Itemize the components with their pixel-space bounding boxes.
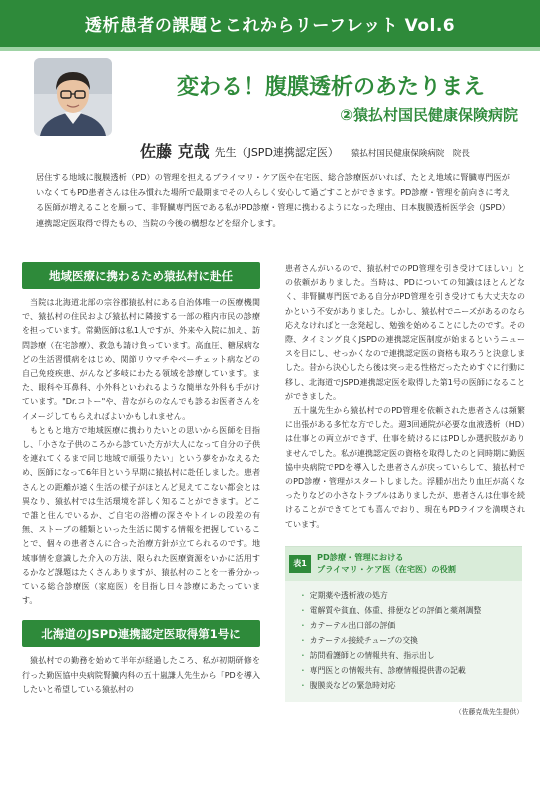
list-item: ・ 腹膜炎などの緊急時対応 [299, 681, 396, 691]
intro-paragraph: 居住する地域に腹膜透析（PD）の管理を担えるプライマリ・ケア医や在宅医、総合診療医がいれば、たとえ地域に腎臓専門医がいなくてもPD患者さんは住み慣れた場所で最期までその人らしく安心して過ごすことができます。PD診療・管理を前向きに考える医師が増えることを願って、非腎臓専門医である私がPD診療・管理に携わるようになった理由、日本腹膜透析医学会（JSPD）連携認定医取得で得たもの、当院の今後の構想などを紹介します。 [36, 172, 510, 228]
section1-paragraph-1: 当院は北海道北部の宗谷郡猿払村にある自治体唯一の医療機関で、猿払村の住民および猿払村に隣接する一部の稚内市民の診療を担っています。常勤医師は私1人ですが、外来や入院に加え、訪問診療（在宅診療）、救急も請け負っています。高血圧、糖尿病などの生活習慣病をはじめ、関節リウマチやベーチェット病などの自己免疫疾患、がんなど多岐にわたる領域を診療しています。また、眼科や耳鼻科、小外科といわれるような簡単な外科も手がけています。"Dr.コトー"や、昔ながらのなんでも診るお医者さんをイメージしてもらえればよいかもしれません。 [22, 298, 260, 421]
list-item: ・ 電解質や貧血、体重、排便などの評価と薬剤調整 [299, 605, 482, 615]
list-item: ・ 専門医との情報共有、診療情報提供書の記載 [299, 666, 466, 676]
list-item: ・ 訪問看護師との情報共有、指示出し [299, 651, 435, 661]
article-subhead: ②猿払村国民健康保険病院 [340, 106, 518, 124]
section-heading-2: 北海道のJSPD連携認定医取得第1号に [22, 620, 260, 647]
author-affiliation: 猿払村国民健康保険病院 院長 [350, 149, 470, 159]
author-photo [34, 58, 112, 136]
table-1-list [285, 581, 522, 702]
table-1-title-line-1: PD診療・管理における [317, 551, 404, 562]
list-item: ・ カテーテル出口部の評価 [299, 621, 396, 631]
author-byline [140, 139, 536, 162]
right-paragraph-1: 患者さんがいるので、猿払村でのPD管理を引き受けてほしい」との依頼がありました。当時は、PDについての知識はほとんどなく、非腎臓専門医である自分がPD管理を引き受けても大丈夫なのかという不安がありました。しかし、猿払村でニーズがあるのなら応えなければと一念発起し、勉強を始めることにしたのです。その際、タイミング良くJSPDの連携認定医制度が始まるというニュースを目にし、せっかくなので連携認定医の資格も取ろうと決意しました。昔から決心したら後は突っ走る性格だったためすぐに行動に移し、北海道でJSPD連携認定医を取得した第1号の医師になることができました。 [285, 264, 525, 401]
list-item: ・ 定期薬や透析液の処方 [299, 590, 388, 600]
list-item: ・ カテーテル接続チューブの交換 [299, 636, 418, 646]
table-1-header [285, 547, 522, 581]
table-1-badge: 表1 [289, 555, 311, 573]
table-1-title-line-2: プライマリ・ケア医（在宅医）の役割 [317, 563, 456, 574]
leaflet-title: 透析患者の課題とこれからリーフレット Vol.6 [84, 16, 456, 36]
article-headline: 変わる！腹膜透析のあたりまえ [176, 75, 485, 100]
table-1 [285, 546, 522, 702]
left-column [22, 262, 260, 697]
right-column [285, 262, 525, 716]
author-role: 先生（JSPD連携認定医） [214, 146, 339, 159]
section2-paragraph-1: 猿払村での勤務を始めて半年が経過したころ、私が初期研修を行った勤医協中央病院腎臓内科の五十嵐謙人先生から「PDを導入したいと希望している猿払村の [22, 656, 260, 694]
right-paragraph-2: 五十嵐先生から猿払村でのPD管理を依頼された患者さんは頻繁に出張がある多忙な方でした。週3回通院が必要な血液透析（HD）は仕事との両立ができず、仕事を続けるにはPDしか選択肢がありませんでした。私が連携認定医の資格を取得したのと同時期に勤医協中央病院でPDを導入した患者さんが戻っていらして、猿払村でのPD診療・管理がスタートしました。浮腫が出たり血圧が高くなったりなどの小さなトラブルはありましたが、患者さんは仕事を続けることができてとても喜んでおり、現在もPDライフを満喫されています。 [285, 406, 525, 529]
section1-paragraph-2: もともと地方で地域医療に携わりたいとの思いから医師を目指し、「小さな子供のころから診ていた方が大人になって自分の子供を連れてくるまで同じ地域で頑張りたい」という夢をかなえるため、医師になって6年目という早期に猿払村に赴任しました。患者さんとの距離が遠く生活の様子がほとんど見えてこない都会とは異なり、猿払村では生活環境を詳しく知ることができます。どこで誰と住んでいるか、ご自宅の浴槽の深さやトイレの段差の有無、ストーブの種類といった生活に関する情報を把握していることで、個々の患者さんに合った治療方針が立てられるのです。地域事情を意識した介入の方法、限られた医療資源をいかに活用するかなど課題はたくさんありますが、猿払村のことを一番分かっている総合診療医（家庭医）を目指し日々診療にあたっています。 [22, 425, 260, 606]
table-1-source-note: （佐藤克哉先生提供） [455, 707, 523, 716]
table-1-title [317, 551, 456, 575]
section-heading-1: 地域医療に携わるため猿払村に赴任 [22, 262, 260, 289]
header-band [0, 0, 540, 50]
author-name: 佐藤 克哉 [140, 142, 210, 161]
header-rule [0, 47, 540, 51]
